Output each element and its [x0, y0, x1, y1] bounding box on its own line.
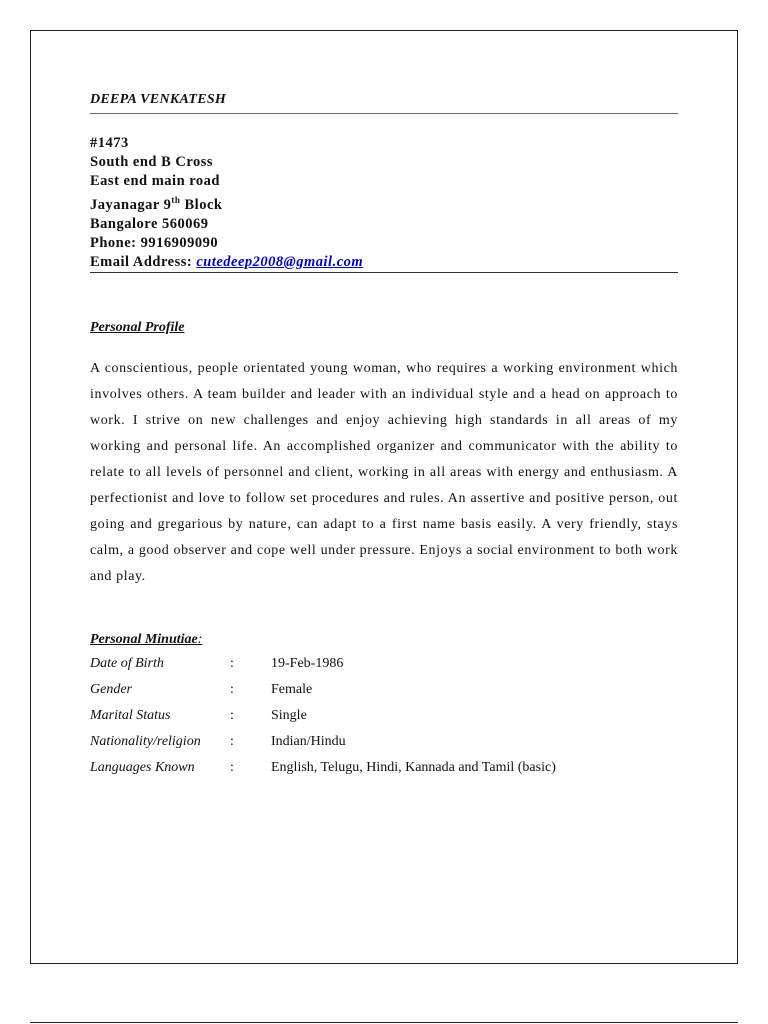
address-divider [90, 272, 678, 273]
address-block [90, 134, 363, 272]
address-line: #1473 [90, 135, 129, 151]
address-line: Bangalore 560069 [90, 215, 209, 232]
field-separator: : [230, 682, 234, 697]
field-value: 19-Feb-1986 [271, 656, 344, 671]
field-separator: : [230, 708, 234, 723]
field-label: Date of Birth [90, 656, 164, 671]
address-line-text: Block [180, 196, 223, 213]
field-label: Marital Status [90, 708, 171, 723]
field-value: English, Telugu, Hindi, Kannada and Tamil (basic) [271, 760, 556, 775]
field-separator: : [230, 760, 234, 775]
address-line [90, 191, 363, 215]
field-label: Languages Known [90, 760, 195, 775]
field-value: Single [271, 708, 307, 723]
email-link[interactable]: cutedeep2008@gmail.com [196, 253, 364, 270]
minutiae-heading-text: Personal Minutiae [90, 632, 198, 647]
address-line-text: Jayanagar 9 [90, 196, 172, 213]
next-page-edge [30, 1022, 738, 1023]
field-label: Gender [90, 682, 132, 697]
minutiae-heading-colon: : [197, 632, 203, 647]
field-value: Female [271, 682, 313, 697]
personal-minutiae-heading [90, 632, 202, 648]
field-label: Nationality/religion [90, 734, 201, 749]
name-divider [90, 113, 678, 114]
field-value: Indian/Hindu [271, 734, 346, 749]
email-line [90, 253, 363, 272]
field-separator: : [230, 734, 234, 749]
address-line: East end main road [90, 173, 220, 189]
address-line: South end B Cross [90, 154, 214, 170]
candidate-name: DEEPA VENKATESH [90, 92, 227, 107]
email-label: Email Address: [90, 253, 197, 270]
ordinal-suffix: th [171, 195, 181, 205]
personal-profile-heading: Personal Profile [90, 320, 185, 335]
field-separator: : [230, 656, 234, 671]
personal-profile-text: A conscientious, people orientated young woman, who requires a working environment which involves others. A team builder and leader with an individual style and a head on approach to work. I strive on new challenges and enjoy achieving high standards in all areas of my working and personal life. An accomplished organizer and communicator with the ability to relate to all levels of personnel and client, working in all areas with energy and enthusiasm. A perfectionist and love to follow set procedures and rules. An assertive and positive person, out going and gregarious by nature, can adapt to a first name basis easily. A very friendly, stays calm, a good observer and cope well under pressure. Enjoys a social environment to both work and play. [90, 361, 678, 584]
phone-line: Phone: 9916909090 [90, 234, 219, 251]
